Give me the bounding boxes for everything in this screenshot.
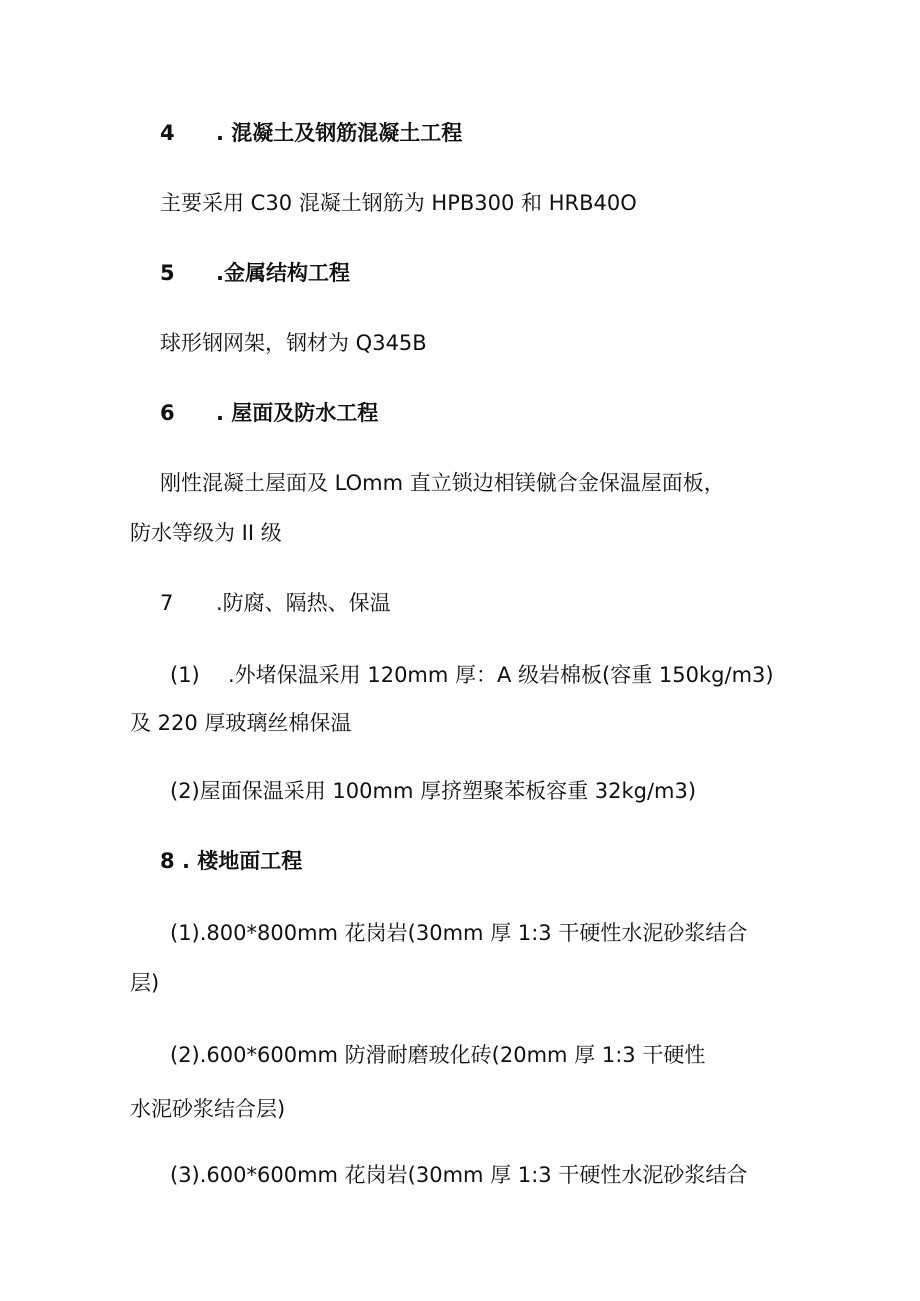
section-6-number: 6 [160,401,175,425]
section-6-title: . 屋面及防水工程 [216,401,379,425]
section-7-item1-line1 [170,660,774,690]
section-7-number: 7 [160,591,174,615]
section-5-number: 5 [160,261,175,285]
section-8-item2-line1: (2).600*600mm 防滑耐磨玻化砖(20mm 厚 1:3 干硬性 [170,1043,706,1067]
section-5-heading [160,258,350,288]
section-8-item3-line1: (3).600*600mm 花岗岩(30mm 厚 1:3 干硬性水泥砂浆结合 [170,1163,748,1187]
section-7-heading [160,588,391,618]
section-5-body: 球形钢网架，钢材为 Q345B [160,331,427,355]
section-5-title: .金属结构工程 [216,261,350,285]
section-7-item1-text: .外堵保温采用 120mm 厚：A 级岩棉板(容重 150kg∕m3) [228,663,774,687]
section-8-item1-line2: 层) [130,971,160,995]
section-7-item1-number: (1) [170,663,200,687]
section-8-title: . 楼地面工程 [182,849,303,873]
section-6-body-line1: 刚性混凝土屋面及 LOmm 直立锁边相镁僦合金保温屋面板， [160,471,725,495]
section-8-item1-line1: (1).800*800mm 花岗岩(30mm 厚 1:3 干硬性水泥砂浆结合 [170,921,748,945]
section-4-heading [160,118,462,148]
section-8-heading [160,846,302,876]
section-7-item1-line2: 及 220 厚玻璃丝棉保温 [130,711,352,735]
section-6-heading [160,398,378,428]
section-7-title: .防腐、隔热、保温 [216,591,391,615]
section-4-number: 4 [160,121,175,145]
section-4-title: . 混凝土及钢筋混凝土工程 [216,121,463,145]
section-8-item2-line2: 水泥砂浆结合层) [130,1097,286,1121]
section-7-item2: (2)屋面保温采用 100mm 厚挤塑聚苯板容重 32kg∕m3) [170,779,697,803]
section-4-body: 主要采用 C30 混凝土钢筋为 HPB300 和 HRB40O [160,191,637,215]
section-6-body-line2: 防水等级为 II 级 [130,521,282,545]
section-8-number: 8 [160,849,175,873]
